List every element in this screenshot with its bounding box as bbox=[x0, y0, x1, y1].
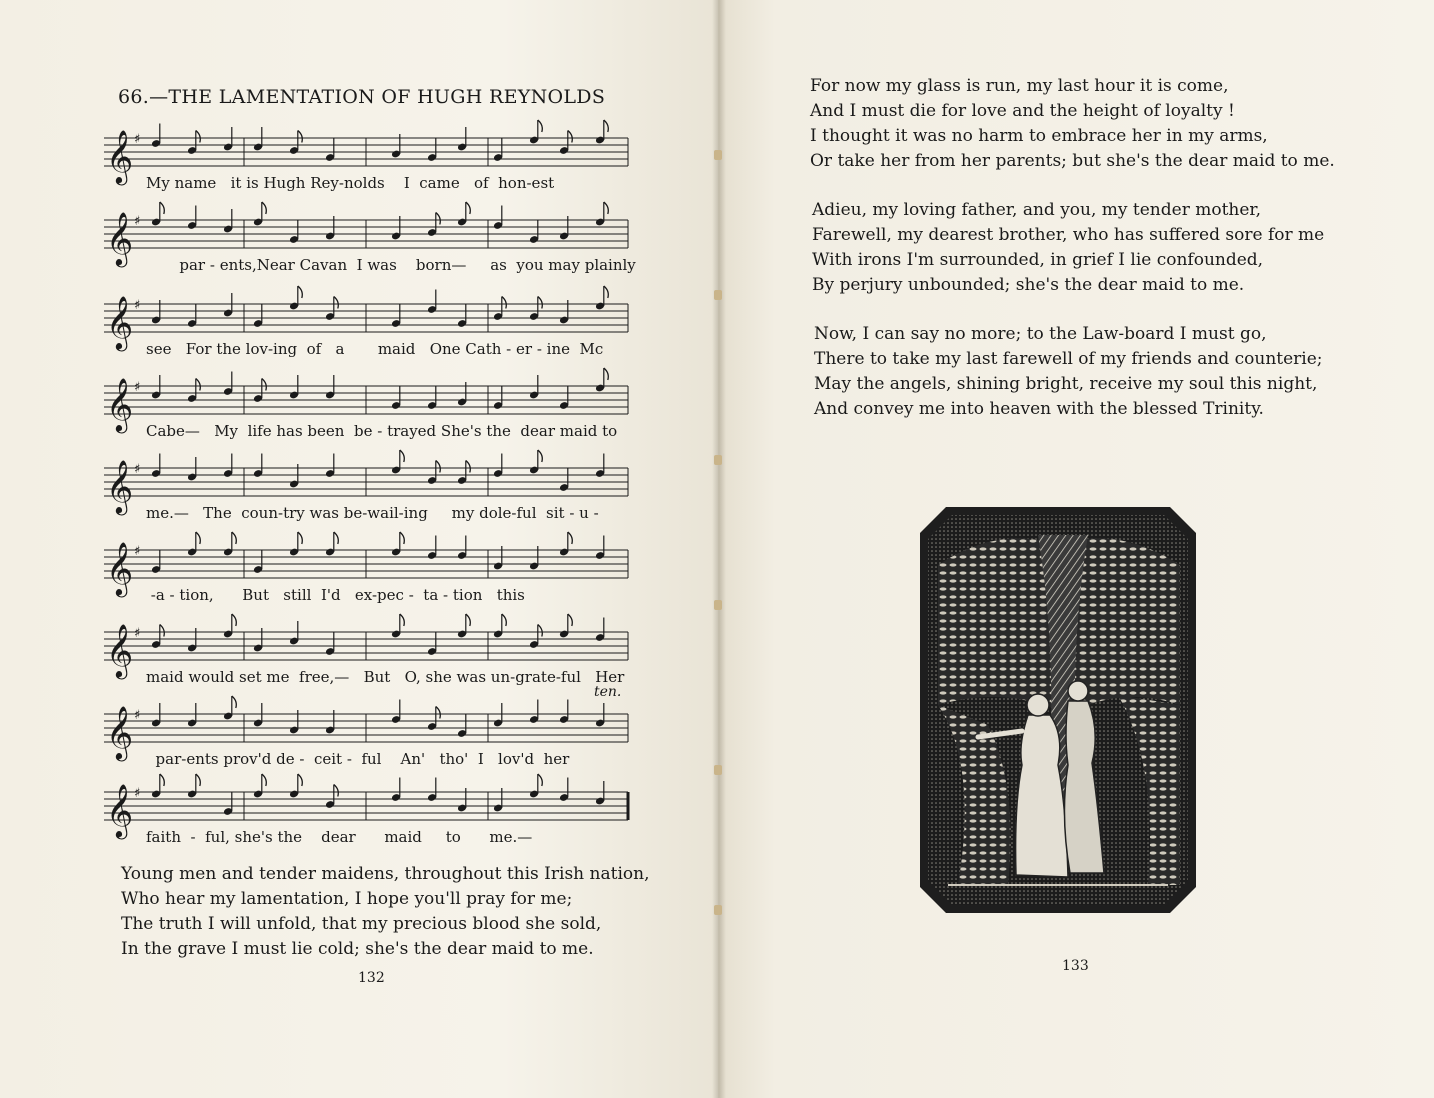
note-flag bbox=[568, 131, 573, 143]
verse-line: Farewell, my dearest brother, who has suffered sore for me bbox=[812, 225, 1325, 245]
note-flag bbox=[232, 532, 237, 544]
treble-clef-icon: 𝄞 bbox=[106, 459, 134, 513]
verse-line: May the angels, shining bright, receive my soul this night, bbox=[814, 374, 1318, 394]
binding-stitch bbox=[714, 905, 722, 915]
treble-clef-icon: 𝄞 bbox=[106, 295, 134, 349]
note-flag bbox=[262, 379, 267, 391]
lyric-line: par - ents,Near Cavan I was born— as you may plainly bbox=[146, 256, 636, 274]
note-flag bbox=[466, 461, 471, 473]
note-flag bbox=[466, 202, 471, 214]
song-title: 66.—THE LAMENTATION OF HUGH REYNOLDS bbox=[118, 86, 606, 108]
verse-line: And convey me into heaven with the blessed Trinity. bbox=[814, 399, 1264, 419]
verse-line: Or take her from her parents; but she's the dear maid to me. bbox=[810, 151, 1335, 171]
note-flag bbox=[160, 202, 165, 214]
note-flag bbox=[196, 774, 201, 786]
lyric-line: maid would set me free,— But O, she was un-grate-ful Her bbox=[146, 668, 625, 686]
note-flag bbox=[334, 297, 339, 309]
lyric-line: Cabe— My life has been be - trayed She's the dear maid to bbox=[146, 422, 618, 440]
lyric-line: faith - ful, she's the dear maid to me.— bbox=[146, 828, 533, 846]
stanza-2 bbox=[812, 198, 1324, 298]
note-flag bbox=[262, 774, 267, 786]
note-flag bbox=[262, 202, 267, 214]
note-flag bbox=[604, 120, 609, 132]
note-flag bbox=[400, 532, 405, 544]
binding-stitch bbox=[714, 290, 722, 300]
note-flag bbox=[604, 368, 609, 380]
note-flag bbox=[298, 774, 303, 786]
page-number-left: 132 bbox=[358, 970, 385, 986]
note-flag bbox=[298, 286, 303, 298]
verse-line: I thought it was no harm to embrace her in my arms, bbox=[810, 126, 1268, 146]
note-flag bbox=[436, 461, 441, 473]
verse-line: By perjury unbounded; she's the dear maid to me. bbox=[812, 275, 1245, 295]
note-flag bbox=[538, 625, 543, 637]
note-flag bbox=[604, 202, 609, 214]
key-signature-sharp-icon: ♯ bbox=[134, 132, 141, 147]
key-signature-sharp-icon: ♯ bbox=[134, 544, 141, 559]
note-flag bbox=[298, 131, 303, 143]
note-flag bbox=[538, 297, 543, 309]
note-flag bbox=[400, 450, 405, 462]
lyric-line: see For the lov-ing of a maid One Cath - er - ine Mc bbox=[146, 340, 604, 358]
left-verse bbox=[121, 862, 649, 962]
note-flag bbox=[604, 286, 609, 298]
key-signature-sharp-icon: ♯ bbox=[134, 380, 141, 395]
lyric-line: -a - tion, But still I'd ex-pec - ta - tion this bbox=[146, 586, 525, 604]
treble-clef-icon: 𝄞 bbox=[106, 129, 134, 183]
key-signature-sharp-icon: ♯ bbox=[134, 298, 141, 313]
right-page bbox=[718, 0, 1434, 1098]
verse-line: Now, I can say no more; to the Law-board I must go, bbox=[814, 324, 1267, 344]
note-flag bbox=[232, 614, 237, 626]
key-signature-sharp-icon: ♯ bbox=[134, 708, 141, 723]
treble-clef-icon: 𝄞 bbox=[106, 377, 134, 431]
verse-line: And I must die for love and the height of loyalty ! bbox=[810, 101, 1235, 121]
note-flag bbox=[196, 532, 201, 544]
page-number-right: 133 bbox=[1062, 958, 1089, 974]
treble-clef-icon: 𝄞 bbox=[106, 211, 134, 265]
note-flag bbox=[196, 379, 201, 391]
note-flag bbox=[538, 450, 543, 462]
note-flag bbox=[466, 614, 471, 626]
note-flag bbox=[334, 785, 339, 797]
verse-line: In the grave I must lie cold; she's the dear maid to me. bbox=[121, 939, 594, 959]
key-signature-sharp-icon: ♯ bbox=[134, 214, 141, 229]
note-flag bbox=[298, 532, 303, 544]
verse-line: With irons I'm surrounded, in grief I lie confounded, bbox=[812, 250, 1264, 270]
note-flag bbox=[400, 614, 405, 626]
note-flag bbox=[334, 532, 339, 544]
lyric-line: My name it is Hugh Rey-nolds I came of hon-est bbox=[146, 174, 555, 192]
woodcut-illustration bbox=[918, 505, 1198, 915]
treble-clef-icon: 𝄞 bbox=[106, 623, 134, 677]
verse-line: There to take my last farewell of my friends and counterie; bbox=[814, 349, 1323, 369]
note-flag bbox=[436, 213, 441, 225]
binding-stitch bbox=[714, 600, 722, 610]
note-flag bbox=[436, 707, 441, 719]
key-signature-sharp-icon: ♯ bbox=[134, 462, 141, 477]
lyric-line: par-ents prov'd de - ceit - ful An' tho' I lov'd her bbox=[146, 750, 570, 768]
note-flag bbox=[160, 774, 165, 786]
binding-stitch bbox=[714, 765, 722, 775]
verse-line: Young men and tender maidens, throughout this Irish nation, bbox=[121, 864, 650, 884]
stanza-3 bbox=[814, 322, 1323, 422]
verse-line: Adieu, my loving father, and you, my tender mother, bbox=[812, 200, 1262, 220]
note-flag bbox=[502, 614, 507, 626]
book-gutter bbox=[712, 0, 726, 1098]
verse-line: The truth I will unfold, that my precious blood she sold, bbox=[121, 914, 602, 934]
treble-clef-icon: 𝄞 bbox=[106, 705, 134, 759]
tempo-mark: ten. bbox=[594, 684, 622, 700]
note-flag bbox=[568, 532, 573, 544]
lyric-line: me.— The coun-try was be-wail-ing my dole-ful sit - u - bbox=[146, 504, 599, 522]
note-flag bbox=[196, 131, 201, 143]
binding-stitch bbox=[714, 150, 722, 160]
treble-clef-icon: 𝄞 bbox=[106, 541, 134, 595]
note-flag bbox=[232, 696, 237, 708]
note-flag bbox=[160, 625, 165, 637]
key-signature-sharp-icon: ♯ bbox=[134, 786, 141, 801]
note-flag bbox=[502, 297, 507, 309]
treble-clef-icon: 𝄞 bbox=[106, 783, 134, 837]
note-flag bbox=[538, 120, 543, 132]
note-flag bbox=[568, 614, 573, 626]
note-flag bbox=[538, 774, 543, 786]
stanza-1 bbox=[810, 74, 1335, 174]
binding-stitch bbox=[714, 455, 722, 465]
verse-line: For now my glass is run, my last hour it is come, bbox=[810, 76, 1229, 96]
key-signature-sharp-icon: ♯ bbox=[134, 626, 141, 641]
verse-line: Who hear my lamentation, I hope you'll pray for me; bbox=[121, 889, 573, 909]
